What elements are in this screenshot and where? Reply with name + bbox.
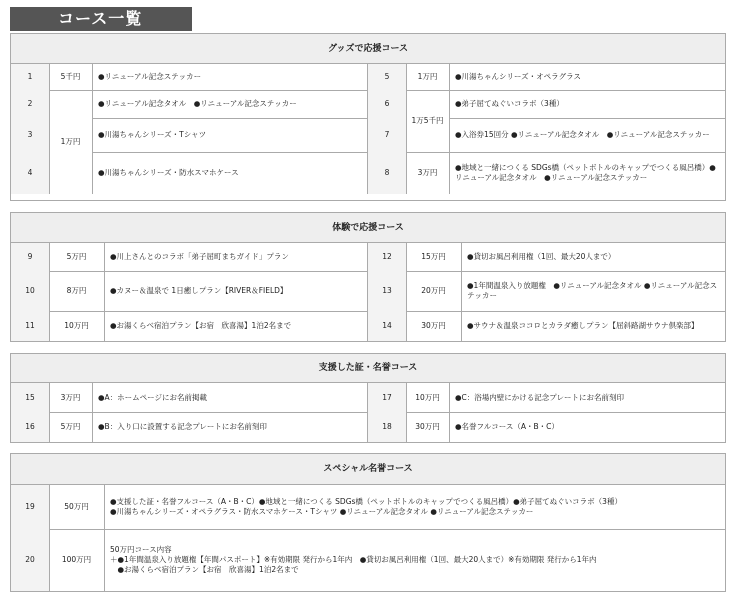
- table-divider: [104, 485, 105, 591]
- table-divider: [49, 243, 50, 341]
- row-item-lines: [110, 497, 622, 517]
- table-divider: [104, 243, 105, 341]
- row-number: 7: [368, 118, 406, 152]
- section-title: スペシャル名誉コース: [11, 454, 725, 485]
- row-item: ●B：入り口に設置する記念プレートにお名前刻印: [98, 422, 267, 431]
- row-number: 9: [11, 243, 49, 271]
- row-number: 17: [368, 383, 406, 412]
- row-price: 3万円: [417, 168, 438, 177]
- table-divider: [367, 243, 368, 341]
- row-item: ●名誉フルコース（A・B・C）: [455, 422, 559, 431]
- section-special: [10, 453, 726, 592]
- row-item: ●地域と一緒につくる SDGs橋（ペットボトルのキャップでつくる風呂橋）●リニューアル記念タオル ●リニューアル記念ステッカー: [455, 163, 716, 182]
- row-item: ●リニューアル記念ステッカー: [98, 72, 202, 81]
- row-item: ●入浴券15回分 ●リニューアル記念タオル ●リニューアル記念ステッカー: [455, 130, 710, 139]
- table-divider: [49, 64, 50, 194]
- row-price: 8万円: [66, 286, 87, 295]
- row-price: 5千円: [60, 72, 81, 81]
- table-divider: [92, 383, 93, 442]
- row-number: 5: [368, 64, 406, 90]
- row-item: ●お湯くらべ宿泊プラン【お宿 欣喜湯】1泊2名まで: [110, 321, 292, 330]
- table-divider: [49, 485, 50, 591]
- row-item: ●1年間温泉入り放題権 ●リニューアル記念タオル ●リニューアル記念ステッカー: [467, 281, 718, 300]
- row-price: 30万円: [421, 321, 446, 330]
- row-number: 8: [368, 152, 406, 194]
- row-item: [104, 485, 725, 529]
- row-item: ●弟子屈てぬぐいコラボ（3種）: [455, 99, 564, 108]
- section-title: グッズで応援コース: [11, 34, 725, 64]
- row-price: 1万円: [60, 137, 81, 146]
- row-price: 20万円: [421, 286, 446, 295]
- row-item: ●カヌー＆温泉で 1日癒しプラン【RIVER＆FIELD】: [110, 286, 288, 295]
- section-proof: [10, 353, 726, 443]
- row-price: 30万円: [415, 422, 440, 431]
- row-item-line: ＋●1年間温泉入り放題権【年間パスポート】※有効期限 発行から1年内 ●貸切お風呂利用権（1回、最大20人まで）※有効期限 発行から1年内: [110, 555, 597, 564]
- row-number: 19: [11, 485, 49, 529]
- row-item: ●リニューアル記念タオル ●リニューアル記念ステッカー: [98, 99, 297, 108]
- row-item: ●サウナ＆温泉ココロとカラダ癒しプラン【屈斜路湖サウナ倶楽部】: [467, 321, 699, 330]
- row-price: 1万5千円: [411, 116, 444, 125]
- row-item: ●川湯ちゃんシリーズ・Tシャツ: [98, 130, 207, 139]
- row-item: ●C：浴場内壁にかける記念プレートにお名前刻印: [455, 392, 624, 402]
- section-title: 支援した証・名誉コース: [11, 354, 725, 383]
- row-price: 10万円: [415, 392, 440, 402]
- table-divider: [406, 64, 407, 194]
- table-divider: [461, 243, 462, 341]
- row-price: 15万円: [421, 252, 446, 261]
- section-title: 体験で応援コース: [11, 213, 725, 243]
- row-item: ●川湯ちゃんシリーズ・オペラグラス: [455, 72, 581, 81]
- row-number: 6: [368, 90, 406, 118]
- row-number: 18: [368, 412, 406, 442]
- row-number: 11: [11, 311, 49, 341]
- row-item-line: ●川湯ちゃんシリーズ・オペラグラス・防水スマホケース・Tシャツ ●リニューアル記念タオル ●リニューアル記念ステッカー: [110, 507, 534, 516]
- page-title: コース一覧: [10, 7, 192, 31]
- section-experience: [10, 212, 726, 342]
- row-number: 13: [368, 271, 406, 311]
- row-price: 10万円: [64, 321, 89, 330]
- table-divider: [406, 243, 407, 341]
- row-number: 10: [11, 271, 49, 311]
- row-price: 50万円: [64, 502, 89, 511]
- table-divider: [92, 64, 93, 194]
- row-item: ●貸切お風呂利用権（1回、最大20人まで）: [467, 252, 616, 261]
- row-number: 4: [11, 152, 49, 194]
- row-item: [104, 529, 725, 591]
- table-divider: [449, 383, 450, 442]
- row-item-line: ●支援した証・名誉フルコース（A・B・C）●地域と一緒につくる SDGs橋（ペットボトルのキャップでつくる風呂橋）●弟子屈てぬぐいコラボ（3種）: [110, 497, 622, 506]
- row-number: 12: [368, 243, 406, 271]
- row-price: 100万円: [61, 555, 92, 564]
- row-price: 1万円: [417, 72, 438, 81]
- row-number: 16: [11, 412, 49, 442]
- row-item-line: 50万円コース内容: [110, 545, 172, 554]
- row-number: 15: [11, 383, 49, 412]
- row-item: ●川湯ちゃんシリーズ・防水スマホケース: [98, 168, 239, 177]
- row-item-line: ●お湯くらべ宿泊プラン【お宿 欣喜湯】1泊2名まで: [110, 565, 299, 574]
- table-divider: [449, 64, 450, 194]
- section-goods: [10, 33, 726, 201]
- row-price: 5万円: [66, 252, 87, 261]
- row-number: 14: [368, 311, 406, 341]
- table-divider: [49, 383, 50, 442]
- row-price: 3万円: [60, 392, 81, 402]
- row-number: 2: [11, 90, 49, 118]
- row-number: 20: [11, 529, 49, 591]
- table-divider: [406, 383, 407, 442]
- table-divider: [367, 383, 368, 442]
- row-item-lines: [110, 545, 597, 575]
- table-divider: [367, 64, 368, 194]
- row-number: 1: [11, 64, 49, 90]
- row-number: 3: [11, 118, 49, 152]
- row-price: 5万円: [60, 422, 81, 431]
- row-item: ●A：ホームページにお名前掲載: [98, 392, 208, 402]
- row-item: ●川上さんとのコラボ「弟子屈町まちガイド」プラン: [110, 252, 289, 261]
